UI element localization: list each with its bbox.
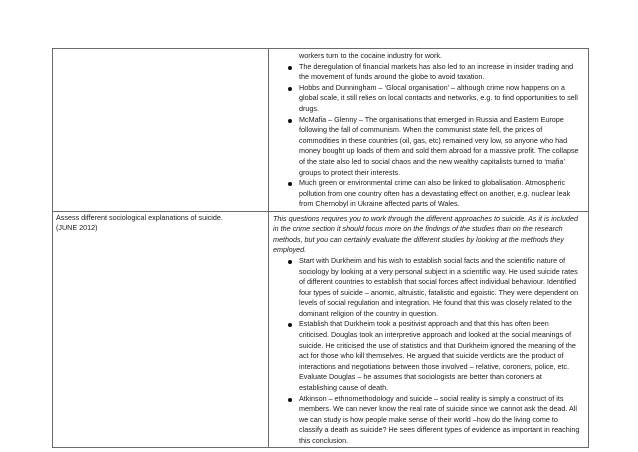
answer-cell <box>269 49 589 212</box>
question-cell <box>53 49 269 212</box>
question-cell <box>53 211 269 447</box>
list-item: Establish that Durkheim took a positivist approach and that this has often been criticised. Douglas took an interpretive approach and looked at the social meanings of suicide. He criticised the use of statistics and that Durkheim ignored the meaning of the act for those who kill themselves. He argued that suicide verdicts are the product of interactions and negotiations between those involved – relative, coroners, police, etc. Evaluate Douglas – he assumes that sociologists are better than coroners at establishing cause of death. <box>269 319 588 393</box>
bullet-list <box>269 256 588 447</box>
bullet-icon <box>288 323 292 327</box>
question-date: (JUNE 2012) <box>56 223 98 233</box>
bullet-icon <box>288 66 292 70</box>
answer-cell <box>269 211 589 447</box>
question-title: Assess different sociological explanations of suicide. <box>56 212 223 222</box>
bullet-icon <box>288 398 292 402</box>
table-row <box>53 211 589 447</box>
list-item: Hobbs and Dunningham – ‘Glocal organisation’ – although crime now happens on a global scale, it still relies on local contacts and networks, e.g. to find opportunities to sell drugs. <box>269 83 588 115</box>
bullet-icon <box>288 182 292 186</box>
list-item: Much green or environmental crime can also be linked to globalisation. Atmospheric pollution from one country often has a devastating effect on another, e.g. nuclear leak from Chernobyl in Ukraine affected parts of Wales. <box>269 178 588 210</box>
list-item: Start with Durkheim and his wish to establish social facts and the scientific nature of sociology by looking at a very personal subject in a scientific way. He used suicide rates of different countries to establish that social forces affect individual behaviour. Identified four types of suicide – anomic, altruistic, fatalistic and egoistic. They were dependent on levels of social regulation and integration. He found that this was closely related to the dominant religion of the country in question. <box>269 256 588 320</box>
list-item: Atkinson – ethnomethodology and suicide – social reality is simply a construct of its members. We can never know the real rate of suicide since we cannot ask the dead. All we can study is how people make sense of their world –how do the living come to classify a death as suicide? He sees different types of evidence as important in reaching this conclusion. <box>269 394 588 447</box>
bullet-icon <box>288 87 292 91</box>
bullet-list <box>269 62 588 210</box>
bullet-icon <box>288 119 292 123</box>
bullet-icon <box>288 260 292 264</box>
continuation-text: workers turn to the cocaine industry for work. <box>299 51 443 60</box>
question-text <box>53 49 268 52</box>
table-row <box>53 49 589 212</box>
list-item: McMafia – Glenny – The organisations that emerged in Russia and Eastern Europe following the fall of communism. When the communist state fell, the prices of commodities in these countries (oil, gas, etc) remained very low, so anyone who had money bought up loads of them and sold them abroad for a massive profit. The collapse of the state also led to social chaos and the new wealthy capitalists turned to ‘mafia’ groups to protect their interests. <box>269 115 588 179</box>
intro-text: This questions requires you to work through the different approaches to suicide. As it is included in the crime section it should focus more on the findings of the studies than on the research methods, but you can certainly evaluate the different studies by looking at the methods they employed. <box>273 213 578 255</box>
list-item: The deregulation of financial markets has also led to an increase in insider trading and the movement of funds around the globe to avoid taxation. <box>269 62 588 83</box>
revision-table <box>52 48 589 448</box>
